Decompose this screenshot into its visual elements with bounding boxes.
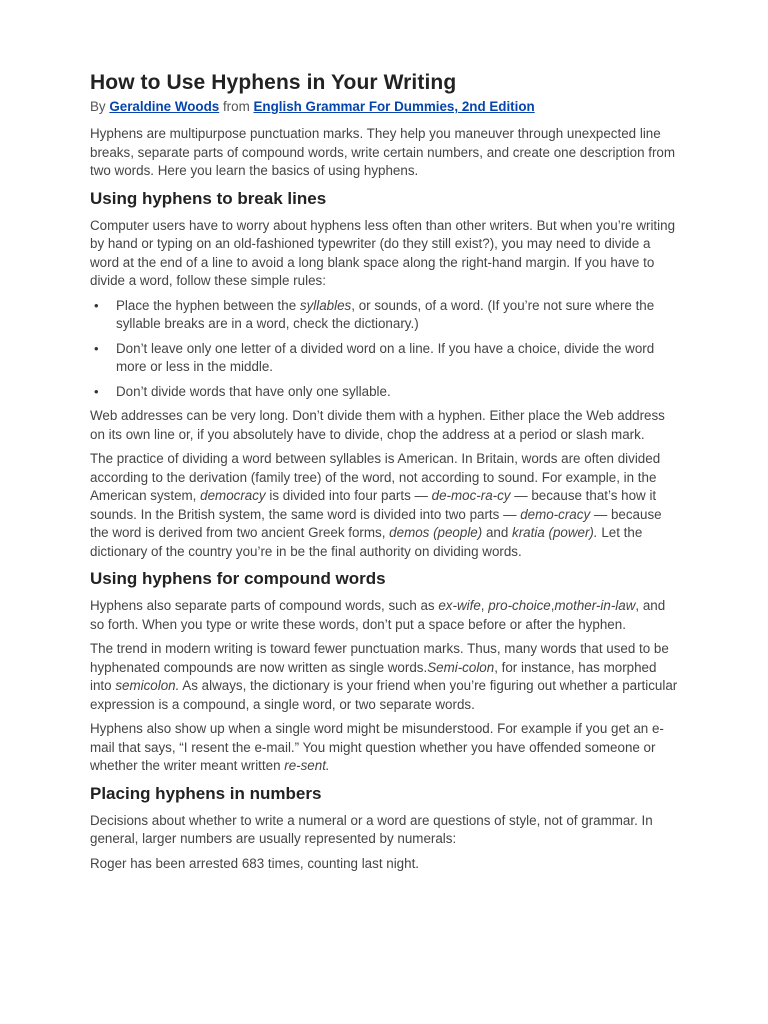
article-title: How to Use Hyphens in Your Writing <box>90 71 457 94</box>
bullet-icon: • <box>94 340 99 356</box>
bullet-icon: • <box>94 383 99 399</box>
section-heading: Using hyphens to break lines <box>90 188 327 208</box>
book-link[interactable]: English Grammar For Dummies, 2nd Edition <box>253 99 535 114</box>
paragraph: Decisions about whether to write a numeral or a word are questions of style, not of grammar. In general, larger numbers are usually represented by numerals: <box>90 812 653 846</box>
bullet-icon: • <box>94 297 99 313</box>
byline-from: from <box>219 99 254 114</box>
paragraph: The trend in modern writing is toward fewer punctuation marks. Thus, many words that used to be hyphenated compounds are now written as single words.Semi-colon, for instance, has morphed into semicolon. As always, the dictionary is your friend when you’re figuring out whether a particular expression is a compound, a single word, or two separate words. <box>90 641 678 712</box>
paragraph: Hyphens also separate parts of compound words, such as ex-wife, pro-choice,mother-in-law, and so forth. When you type or write these words, don’t put a space before or after the hyphen. <box>90 598 666 632</box>
section-heading: Placing hyphens in numbers <box>90 783 322 803</box>
author-link[interactable]: Geraldine Woods <box>109 99 220 114</box>
list-item: • Don’t leave only one letter of a divided word on a line. If you have a choice, divide the word more or less in the middle. <box>94 340 655 374</box>
paragraph: Hyphens also show up when a single word might be misunderstood. For example if you get an e-mail that says, “I resent the e-mail.” You might question whether you have offended someone or whether the writer meant written re-sent. <box>90 721 664 773</box>
byline <box>90 98 680 116</box>
rules-list <box>90 297 680 402</box>
byline-by: By <box>90 99 110 114</box>
paragraph: The practice of dividing a word between syllables is American. In Britain, words are often divided according to the derivation (family tree) of the word, not according to sound. For example, in the American system, democracy is divided into four parts — de-moc-ra-cy — because that’s how it sounds. In the British system, the same word is divided into two parts — demo-cracy — because the word is derived from two ancient Greek forms, demos (people) and kratia (power). Let the dictionary of the country you’re in be the final authority on dividing words. <box>90 451 662 559</box>
paragraph: Computer users have to worry about hyphens less often than other writers. But when you’re writing by hand or typing on an old-fashioned typewriter (do they still exist?), you may need to divide a word at the end of a line to avoid a long blank space along the right-hand margin. If you have to divide a word, follow these simple rules: <box>90 217 676 288</box>
example-sentence: Roger has been arrested 683 times, counting last night. <box>90 855 420 871</box>
list-item: • Place the hyphen between the syllables, or sounds, of a word. (If you’re not sure where the syllable breaks are in a word, check the dictionary.) <box>94 297 655 331</box>
article <box>90 68 680 879</box>
intro-paragraph: Hyphens are multipurpose punctuation marks. They help you maneuver through unexpected line breaks, separate parts of compound words, write certain numbers, and create one description from two words. Here you learn the basics of using hyphens. <box>90 126 676 178</box>
paragraph: Web addresses can be very long. Don’t divide them with a hyphen. Either place the Web address on its own line or, if you absolutely have to divide, chop the address at a period or slash mark. <box>90 408 665 442</box>
section-heading: Using hyphens for compound words <box>90 569 386 588</box>
list-item: • Don’t divide words that have only one syllable. <box>90 383 680 402</box>
